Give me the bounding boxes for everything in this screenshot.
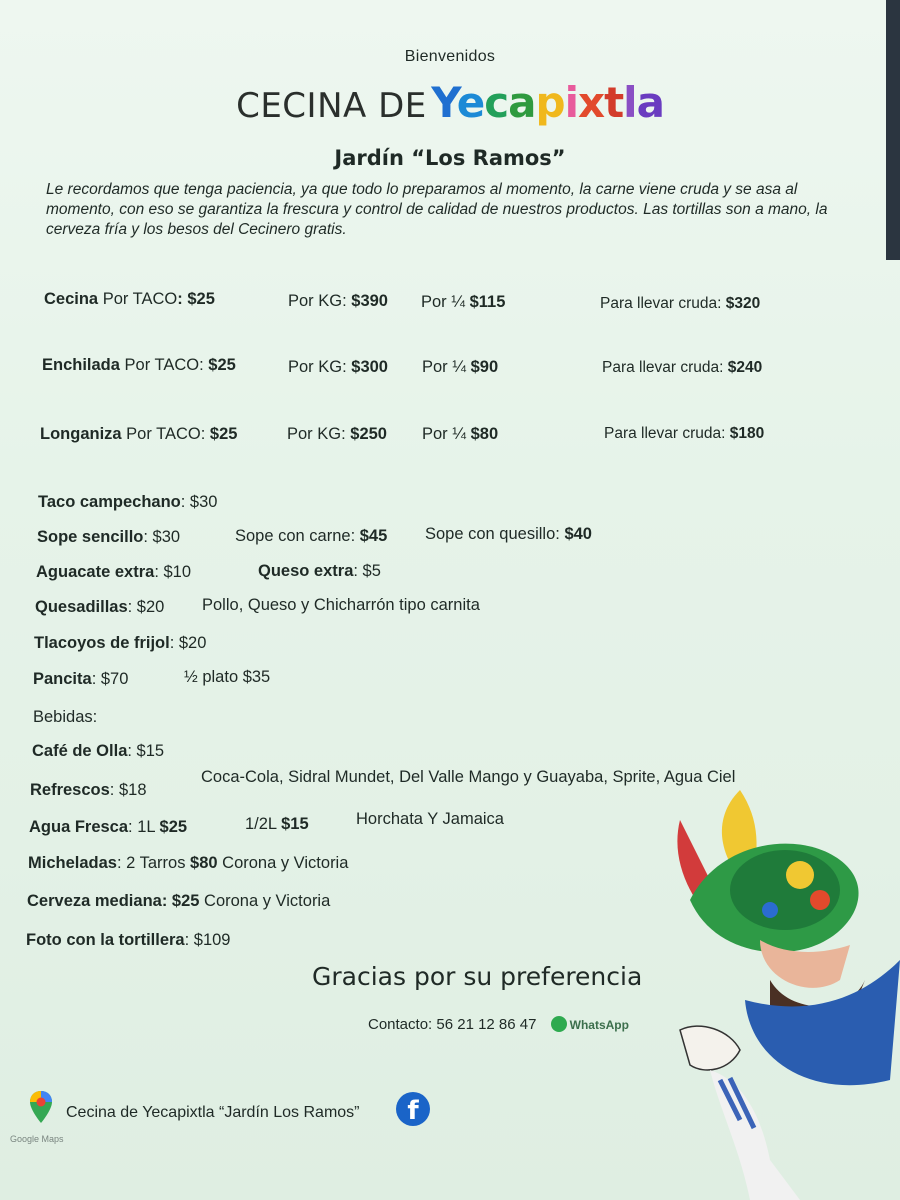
meat-cecina-taco: Cecina Por TACO: $25: [44, 290, 215, 308]
brand-letter: l: [623, 78, 637, 127]
brand-prefix: CECINA DE: [236, 86, 427, 126]
business-name: Cecina de Yecapixtla “Jardín Los Ramos”: [66, 1104, 360, 1121]
drink-cafe: Café de Olla: $15: [32, 742, 165, 760]
brand-letter: c: [484, 78, 509, 127]
item-tlacoyos: Tlacoyos de frijol: $20: [34, 634, 207, 652]
whatsapp-icon: [551, 1016, 567, 1032]
drink-agua-note: Horchata Y Jamaica: [356, 810, 504, 828]
facebook-icon: f: [396, 1092, 430, 1126]
cecinero-mascot-illustration: [650, 780, 900, 1200]
brand-letter: i: [564, 78, 578, 127]
drink-micheladas: Micheladas: 2 Tarros $80 Corona y Victoria: [28, 854, 349, 872]
google-maps-icon: [28, 1090, 54, 1124]
brand-letter: x: [577, 78, 605, 127]
drink-refrescos: Refrescos: $18: [30, 781, 147, 799]
meat-name: Enchilada: [42, 356, 120, 374]
item-campechano: Taco campechano: $30: [38, 493, 218, 511]
background-edge: [886, 0, 900, 260]
item-queso: Queso extra: $5: [258, 562, 381, 580]
brand-letter: t: [604, 78, 624, 127]
whatsapp-label: WhatsApp: [569, 1018, 629, 1032]
item-aguacate: Aguacate extra: $10: [36, 563, 192, 581]
meat-enchilada-taco: Enchilada Por TACO: $25: [42, 356, 236, 374]
meat-cecina-quarter: Por ¼ $115: [421, 293, 506, 311]
drinks-heading: Bebidas:: [33, 708, 98, 726]
item-pancita: Pancita: $70: [33, 670, 129, 688]
item-sope-carne: Sope con carne: $45: [235, 527, 388, 545]
meat-enchilada-kg: Por KG: $300: [288, 358, 388, 376]
drink-agua-fresca: Agua Fresca: 1L $25: [29, 818, 188, 836]
drink-cerveza: Cerveza mediana: $25 Corona y Victoria: [27, 892, 331, 910]
item-quesadillas-note: Pollo, Queso y Chicharrón tipo carnita: [202, 596, 480, 614]
contact-line: [368, 1016, 629, 1033]
drink-agua-half: 1/2L $15: [245, 815, 309, 833]
brand-yecapixtla: [431, 78, 664, 127]
meat-name: Longaniza: [40, 425, 122, 443]
meat-enchilada-raw: Para llevar cruda: $240: [602, 359, 763, 376]
brand-letter: Y: [431, 78, 457, 127]
brand-logo: [0, 78, 900, 127]
welcome-text: Bienvenidos: [404, 48, 496, 65]
item-sope-sencillo: Sope sencillo: $30: [37, 528, 181, 546]
brand-letter: a: [636, 78, 664, 127]
thanks-message: Gracias por su preferencia: [312, 962, 643, 991]
meat-enchilada-quarter: Por ¼ $90: [422, 358, 499, 376]
brand-letter: a: [508, 78, 536, 127]
google-maps-label: Google Maps: [10, 1134, 64, 1144]
intro-paragraph: Le recordamos que tenga paciencia, ya que todo lo preparamos al momento, la carne viene cruda y se asa al momento, con eso se garantiza la frescura y control de calidad de nuestros productos. Las tortillas son a mano, la cerveza fría y los besos del Cecinero gratis.: [46, 181, 828, 238]
item-quesadillas: Quesadillas: $20: [35, 598, 165, 616]
drink-refrescos-note: Coca-Cola, Sidral Mundet, Del Valle Mango y Guayaba, Sprite, Agua Ciel: [201, 768, 736, 786]
meat-longaniza-kg: Por KG: $250: [287, 425, 387, 443]
item-foto-tortillera: Foto con la tortillera: $109: [26, 931, 231, 949]
meat-cecina-kg: Por KG: $390: [288, 292, 388, 310]
brand-letter: p: [535, 78, 565, 127]
brand-letter: e: [456, 78, 485, 127]
item-sope-quesillo: Sope con quesillo: $40: [425, 525, 592, 543]
meat-longaniza-quarter: Por ¼ $80: [422, 425, 499, 443]
meat-longaniza-raw: Para llevar cruda: $180: [604, 425, 765, 442]
meat-cecina-raw: Para llevar cruda: $320: [600, 295, 761, 312]
contact-phone: Contacto: 56 21 12 86 47: [368, 1016, 537, 1033]
item-pancita-half: ½ plato $35: [184, 668, 271, 686]
meat-longaniza-taco: Longaniza Por TACO: $25: [40, 425, 238, 443]
page-subtitle: Jardín “Los Ramos”: [334, 146, 566, 170]
meat-name: Cecina: [44, 290, 99, 308]
